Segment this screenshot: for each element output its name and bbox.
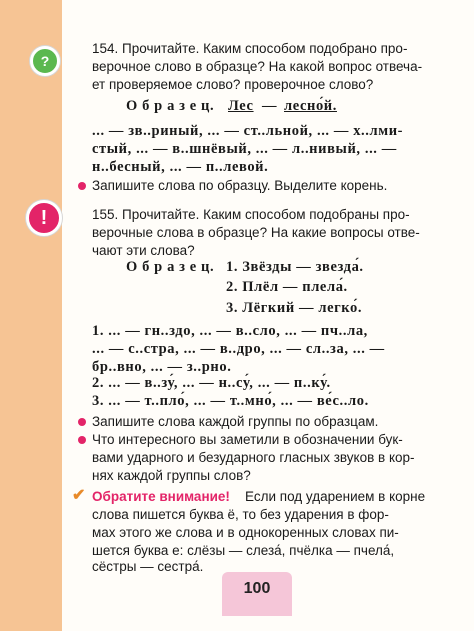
note-line1: Если под ударением в корне bbox=[245, 489, 426, 504]
ex154-line2: верочное слово в образце? На какой вопрос отвеча- bbox=[92, 59, 423, 74]
ex155-group1-line2: ... — с..стра, ... — в..дро, ... — сл..за, ... — bbox=[92, 341, 385, 357]
question-icon: ? bbox=[30, 46, 60, 76]
page-number: 100 bbox=[243, 580, 271, 597]
ex155-group1-line3: бр..вно, ... — з..рно. bbox=[92, 359, 232, 375]
ex155-sample-1: 1. Звёзды — звезда́. bbox=[226, 259, 364, 275]
ex154-sample-label: О б р а з е ц. bbox=[126, 98, 215, 114]
ex155-line2: верочные слова в образце? На какие вопросы отве- bbox=[92, 225, 420, 240]
ex154-sample-check: лесно́й. bbox=[284, 98, 337, 114]
ex154-line1: 154. Прочитайте. Каким способом подобрано про- bbox=[92, 41, 408, 56]
checkmark-icon: ✔ bbox=[72, 487, 86, 504]
note-heading: Обратите внимание! bbox=[92, 489, 230, 504]
note-line3: мах этого же слова и в однокоренных словах пи- bbox=[92, 525, 399, 540]
ex155-task1: Запишите слова каждой группы по образцам. bbox=[92, 414, 379, 429]
ex155-sample-2: 2. Плёл — плела́. bbox=[226, 279, 348, 295]
ex155-task2-line1: Что интересного вы заметили в обозначении бук- bbox=[92, 432, 403, 447]
exclamation-icon: ! bbox=[26, 200, 62, 236]
ex154-row2: стый, ... — в..шнёвый, ... — л..нивый, ... — bbox=[92, 141, 397, 157]
ex155-group3: 3. ... — т..пло́, ... — т..мно́, ... — ве́с..ло. bbox=[92, 393, 369, 409]
ex154-task: Запишите слова по образцу. Выделите корень. bbox=[92, 178, 388, 193]
ex155-line1: 155. Прочитайте. Каким способом подобраны про- bbox=[92, 207, 410, 222]
ex155-line3: чают эти слова? bbox=[92, 243, 195, 258]
task-bullet bbox=[78, 418, 86, 426]
ex154-line3: ет проверяемое слово? проверочное слово? bbox=[92, 77, 374, 92]
ex154-row1: ... — зв..риный, ... — ст..льной, ... — х..лми- bbox=[92, 123, 404, 139]
ex154-sample-dash: — bbox=[262, 98, 278, 114]
ex155-sample-label: О б р а з е ц. bbox=[126, 259, 215, 275]
note-line2: слова пишется буква ё, то без ударения в фор- bbox=[92, 507, 389, 522]
task-bullet bbox=[78, 436, 86, 444]
ex154-row3: н..бесный, ... — п..левой. bbox=[92, 159, 269, 175]
page-margin bbox=[0, 0, 62, 631]
ex154-sample-word: Лес bbox=[228, 98, 254, 114]
ex155-task2-line3: нях каждой группы слов? bbox=[92, 468, 251, 483]
ex155-sample-3: 3. Лёгкий — легко́. bbox=[226, 300, 363, 316]
note-line5: сёстры — сестра́. bbox=[92, 559, 204, 574]
ex155-task2-line2: вами ударного и безударного гласных звуков в кор- bbox=[92, 450, 415, 465]
ex155-group2: 2. ... — в..зу́, ... — н..су́, ... — п..ку́. bbox=[92, 375, 331, 391]
ex155-group1-line1: 1. ... — гн..здо, ... — в..сло, ... — пч..ла, bbox=[92, 323, 368, 339]
note-line4: шется буква е: слёзы — слеза́, пчёлка — пчела́, bbox=[92, 543, 395, 558]
task-bullet bbox=[78, 182, 86, 190]
